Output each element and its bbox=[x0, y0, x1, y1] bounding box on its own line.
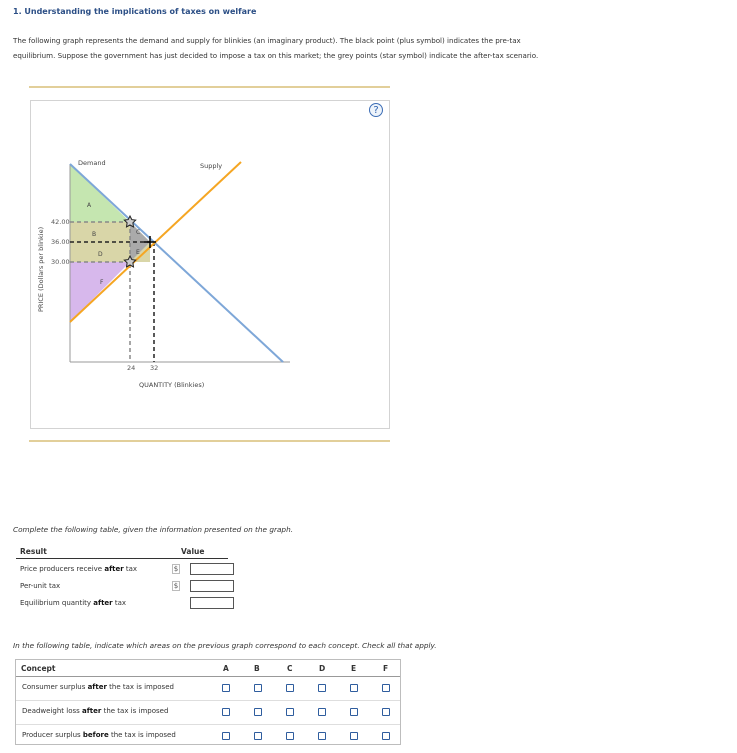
question-title: 1. Understanding the implications of taxes on welfare bbox=[13, 7, 257, 16]
demand-label: Demand bbox=[78, 159, 106, 167]
row-label-pre: Price producers receive bbox=[20, 565, 105, 573]
area-label-e: E bbox=[136, 249, 140, 256]
area-label-b: B bbox=[92, 231, 97, 238]
row-label-post: tax bbox=[112, 599, 127, 607]
checkbox-d[interactable] bbox=[318, 732, 326, 740]
intro-line-1: The following graph represents the demand and supply for blinkies (an imaginary product). The black point (plus symbol) indicates the pre-tax bbox=[13, 36, 521, 45]
help-button[interactable]: ? bbox=[369, 103, 383, 117]
col-value: Value bbox=[181, 547, 205, 556]
checkbox-e[interactable] bbox=[350, 708, 358, 716]
checkbox-b[interactable] bbox=[254, 708, 262, 716]
checkbox-a[interactable] bbox=[222, 732, 230, 740]
intro-line-2: equilibrium. Suppose the government has just decided to impose a tax on this market; the grey points (star symbol) indicate the after-tax scenario. bbox=[13, 51, 539, 60]
y-tick-30: 30.00 bbox=[51, 258, 70, 266]
col-b: B bbox=[254, 664, 260, 673]
col-d: D bbox=[319, 664, 326, 673]
bottom-rule bbox=[29, 440, 390, 442]
concept-label bbox=[22, 707, 168, 715]
concept-label-pre: Deadweight loss bbox=[22, 707, 83, 715]
table1-instruction: Complete the following table, given the information presented on the graph. bbox=[13, 525, 294, 534]
area-label-f: F bbox=[100, 279, 104, 286]
concepts-table-header bbox=[16, 660, 400, 677]
question-intro bbox=[13, 33, 713, 63]
checkbox-f[interactable] bbox=[382, 732, 390, 740]
concept-label-bold: before bbox=[82, 731, 109, 739]
col-a: A bbox=[223, 664, 229, 673]
y-tick-42: 42.00 bbox=[51, 218, 70, 226]
row-label-pre: Equilibrium quantity bbox=[20, 599, 94, 607]
checkbox-c[interactable] bbox=[286, 684, 294, 692]
concept-label-bold: after bbox=[82, 707, 102, 715]
concept-row-producer-surplus bbox=[16, 724, 400, 748]
area-label-a: A bbox=[87, 202, 92, 209]
price-producers-input[interactable] bbox=[190, 563, 234, 575]
area-label-c: C bbox=[136, 229, 141, 236]
col-e: E bbox=[351, 664, 357, 673]
col-f: F bbox=[383, 664, 389, 673]
top-rule bbox=[29, 86, 390, 88]
row-label-post: tax bbox=[123, 565, 138, 573]
x-tick-24: 24 bbox=[127, 364, 136, 372]
checkbox-e[interactable] bbox=[350, 684, 358, 692]
dollar-prefix: $ bbox=[173, 565, 179, 573]
concept-label-pre: Producer surplus bbox=[22, 731, 83, 739]
x-tick-32: 32 bbox=[150, 364, 159, 372]
checkbox-b[interactable] bbox=[254, 732, 262, 740]
concept-row-consumer-surplus bbox=[16, 676, 400, 701]
concept-label bbox=[22, 683, 174, 691]
row-equilibrium-quantity-label bbox=[20, 599, 126, 607]
concept-row-deadweight-loss bbox=[16, 700, 400, 725]
checkbox-c[interactable] bbox=[286, 708, 294, 716]
row-label-pre: Per-unit tax bbox=[20, 582, 61, 590]
concept-label-post: the tax is imposed bbox=[106, 683, 174, 691]
row-label-bold: after bbox=[104, 565, 124, 573]
welfare-graph bbox=[30, 100, 390, 429]
col-concept: Concept bbox=[21, 664, 56, 673]
table2-instruction: In the following table, indicate which areas on the previous graph correspond to each concept. Check all that apply. bbox=[13, 641, 437, 650]
concept-label-post: the tax is imposed bbox=[101, 707, 169, 715]
concept-label-pre: Consumer surplus bbox=[22, 683, 88, 691]
results-table-header bbox=[16, 544, 228, 559]
area-label-d: D bbox=[98, 251, 103, 258]
checkbox-c[interactable] bbox=[286, 732, 294, 740]
concept-label-post: the tax is imposed bbox=[108, 731, 176, 739]
checkbox-f[interactable] bbox=[382, 684, 390, 692]
y-tick-36: 36.00 bbox=[51, 238, 70, 246]
checkbox-d[interactable] bbox=[318, 684, 326, 692]
checkbox-a[interactable] bbox=[222, 684, 230, 692]
col-result: Result bbox=[20, 547, 47, 556]
concept-label-bold: after bbox=[87, 683, 107, 691]
y-axis-label: PRICE (Dollars per blinkie) bbox=[37, 226, 45, 312]
checkbox-b[interactable] bbox=[254, 684, 262, 692]
supply-label: Supply bbox=[200, 162, 223, 170]
x-axis-label: QUANTITY (Blinkies) bbox=[139, 381, 205, 389]
row-label-bold: after bbox=[93, 599, 113, 607]
col-c: C bbox=[287, 664, 293, 673]
concepts-table bbox=[15, 659, 401, 745]
results-table bbox=[16, 544, 228, 607]
row-price-producers-label bbox=[20, 565, 137, 573]
checkbox-e[interactable] bbox=[350, 732, 358, 740]
dollar-prefix: $ bbox=[173, 582, 179, 590]
concept-label bbox=[22, 731, 176, 739]
equilibrium-quantity-input[interactable] bbox=[190, 597, 234, 609]
per-unit-tax-input[interactable] bbox=[190, 580, 234, 592]
checkbox-f[interactable] bbox=[382, 708, 390, 716]
checkbox-a[interactable] bbox=[222, 708, 230, 716]
row-per-unit-tax-label bbox=[20, 582, 60, 590]
checkbox-d[interactable] bbox=[318, 708, 326, 716]
